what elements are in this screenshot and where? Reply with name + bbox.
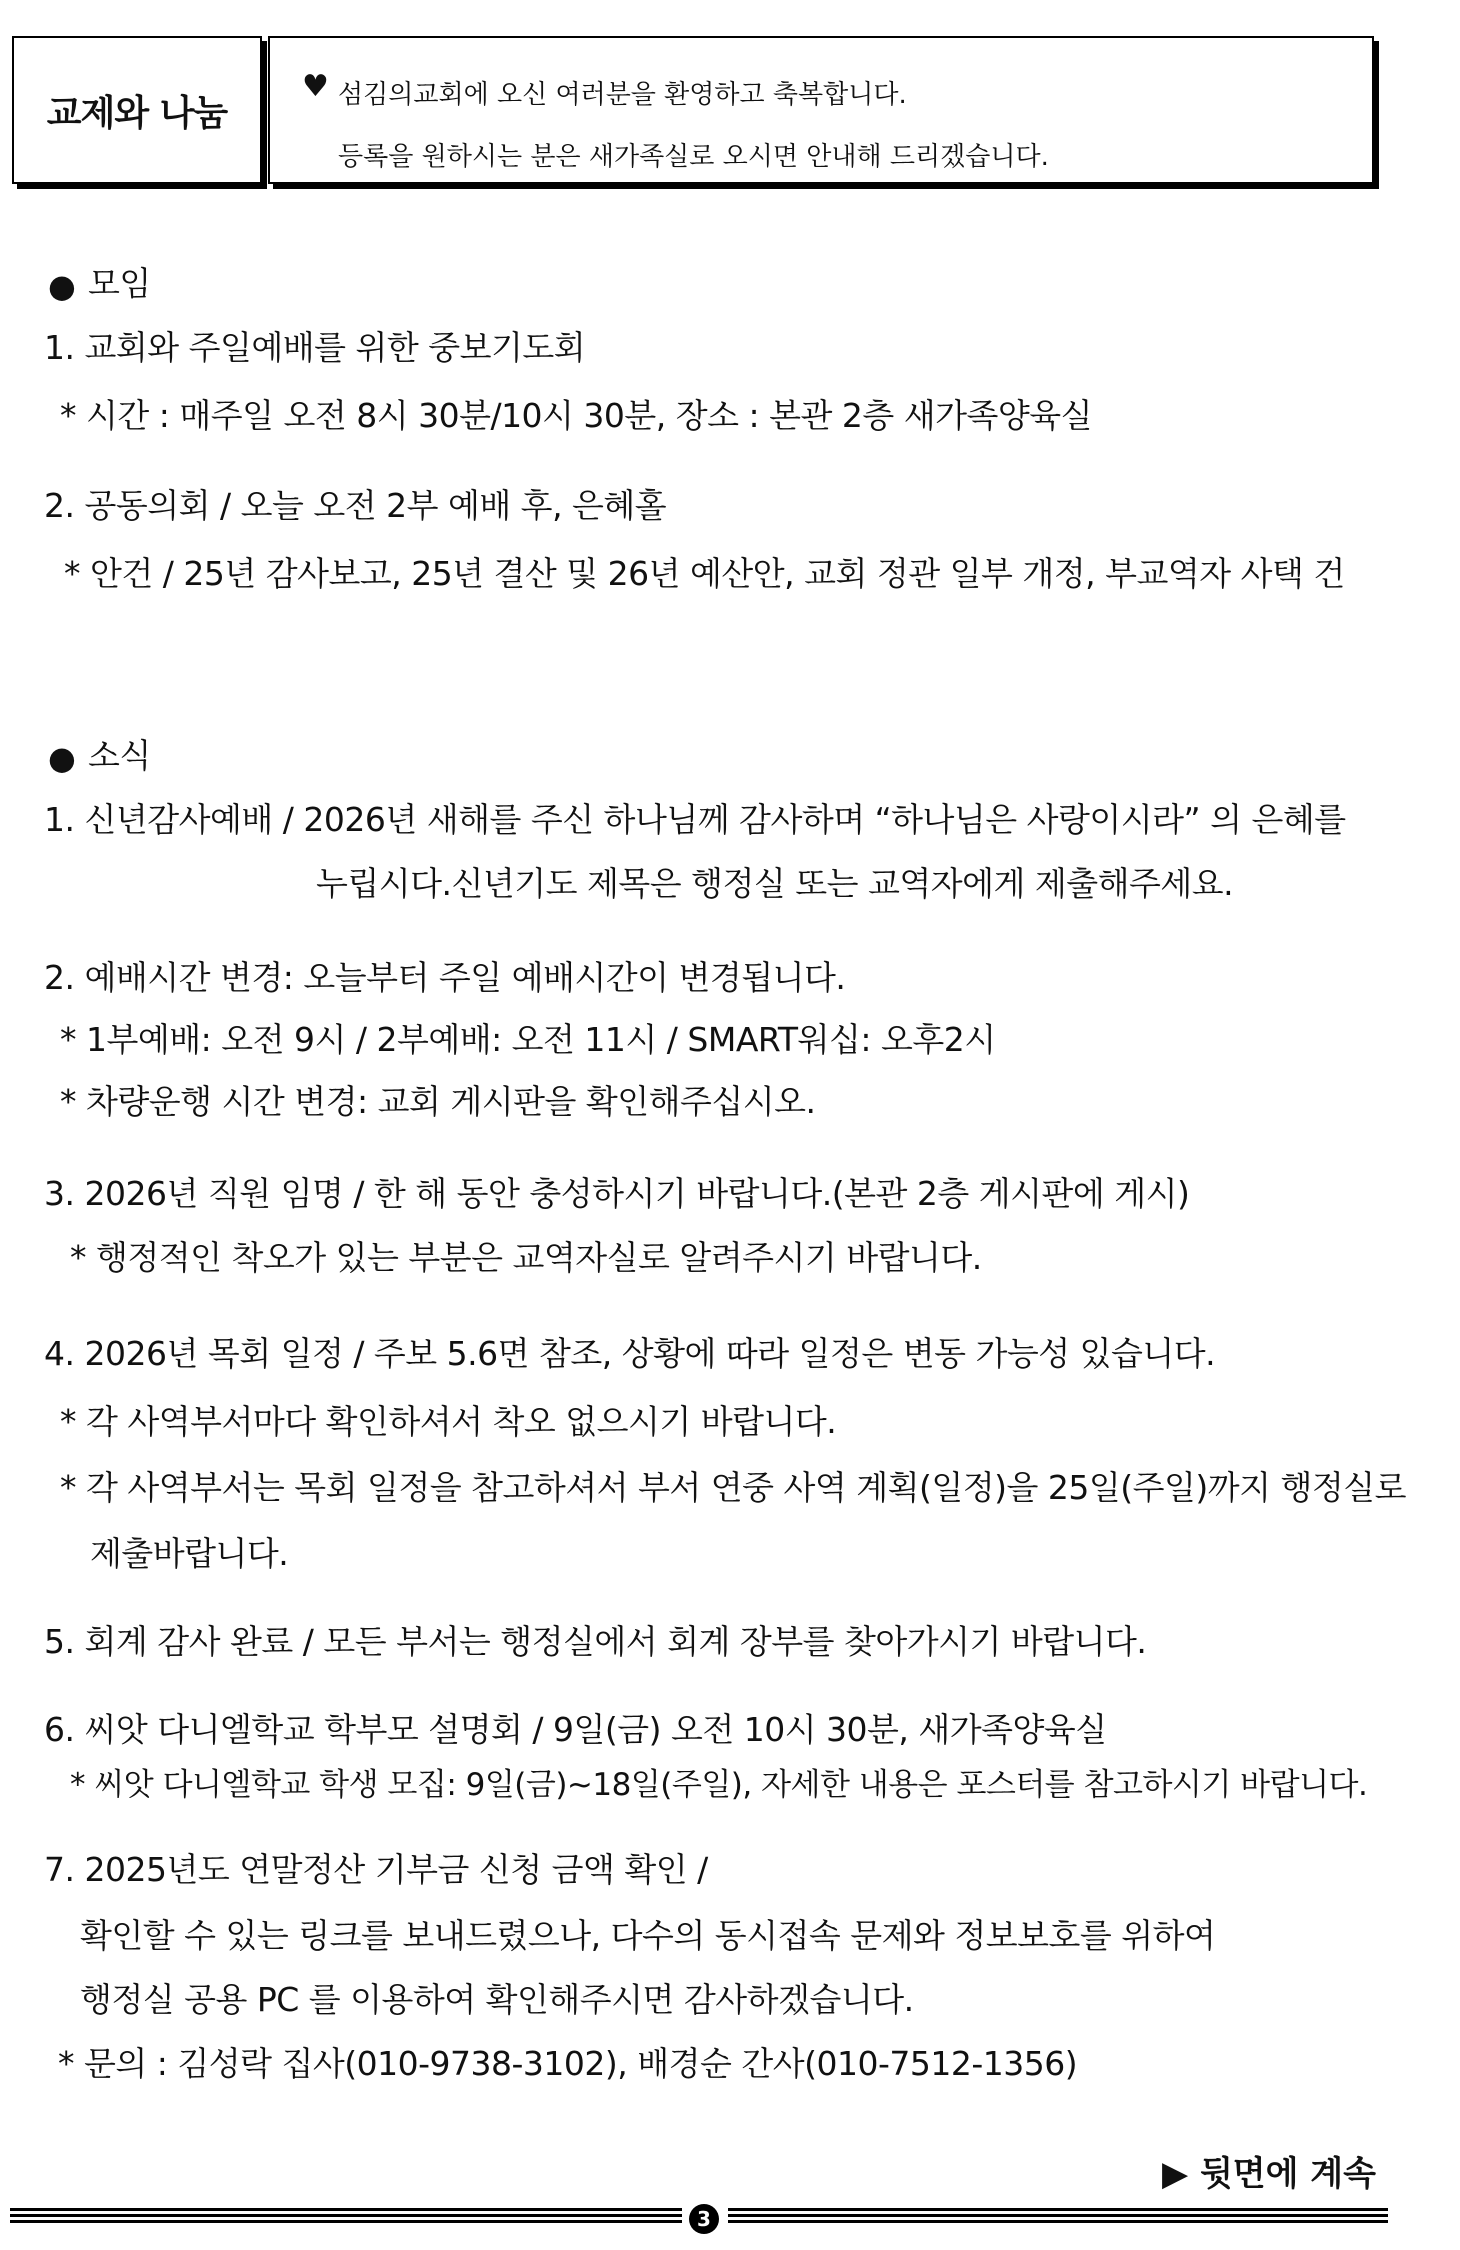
news-item: 3. 2026년 직원 임명 / 한 해 동안 충성하시기 바랍니다.(본관 2층 게시판에 게시)	[44, 1174, 1190, 1213]
news-item: 2. 예배시간 변경: 오늘부터 주일 예배시간이 변경됩니다.	[44, 958, 846, 997]
news-detail: * 문의 : 김성락 집사(010-9738-3102), 배경순 간사(010-7512-1356)	[58, 2044, 1078, 2083]
news-detail: * 각 사역부서는 목회 일정을 참고하셔서 부서 연중 사역 계획(일정)을 25일(주일)까지 행정실로	[60, 1468, 1406, 1507]
section-title: 교제와 나눔	[46, 92, 228, 134]
news-detail: * 1부예배: 오전 9시 / 2부예배: 오전 11시 / SMART워십: 오후2시	[60, 1020, 996, 1059]
meetings-heading: 모임	[88, 264, 151, 303]
page-number-badge	[689, 2204, 719, 2234]
news-item: 4. 2026년 목회 일정 / 주보 5.6면 참조, 상황에 따라 일정은 변동 가능성 있습니다.	[44, 1334, 1216, 1373]
section-title-box	[12, 36, 262, 184]
news-detail-continued: 제출바랍니다.	[90, 1534, 289, 1573]
bullet-icon: ●	[48, 739, 76, 777]
news-detail: * 씨앗 다니엘학교 학생 모집: 9일(금)~18일(주일), 자세한 내용은 포스터를 참고하시기 바랍니다.	[70, 1767, 1368, 1803]
welcome-box	[268, 36, 1374, 184]
welcome-line-1: 섬김의교회에 오신 여러분을 환영하고 축복합니다.	[338, 80, 907, 110]
meeting-detail: * 안건 / 25년 감사보고, 25년 결산 및 26년 예산안, 교회 정관 일부 개정, 부교역자 사택 건	[64, 554, 1345, 593]
news-item-continued: 확인할 수 있는 링크를 보내드렸으나, 다수의 동시접속 문제와 정보보호를 위하여	[80, 1916, 1216, 1955]
news-detail: * 차량운행 시간 변경: 교회 게시판을 확인해주십시오.	[60, 1082, 816, 1121]
news-item: 7. 2025년도 연말정산 기부금 신청 금액 확인 /	[44, 1850, 708, 1889]
bullet-icon: ●	[48, 267, 76, 305]
heart-icon: ♥	[302, 69, 329, 104]
news-item-continued: 행정실 공용 PC 를 이용하여 확인해주시면 감사하겠습니다.	[80, 1980, 914, 2019]
news-item: 6. 씨앗 다니엘학교 학부모 설명회 / 9일(금) 오전 10시 30분, 새가족양육실	[44, 1710, 1107, 1749]
news-heading: 소식	[88, 736, 151, 775]
footer-rule-right	[728, 2208, 1388, 2226]
news-item: 1. 신년감사예배 / 2026년 새해를 주신 하나님께 감사하며 “하나님은 사랑이시라” 의 은혜를	[44, 800, 1346, 839]
meeting-detail: * 시간 : 매주일 오전 8시 30분/10시 30분, 장소 : 본관 2층 새가족양육실	[60, 396, 1093, 435]
meeting-item: 2. 공동의회 / 오늘 오전 2부 예배 후, 은혜홀	[44, 486, 667, 525]
page-number: 3	[697, 2207, 711, 2231]
continue-on-back-label: ▶ 뒷면에 계속	[1161, 2154, 1376, 2194]
footer-rule-left	[10, 2208, 682, 2226]
news-detail: * 행정적인 착오가 있는 부분은 교역자실로 알려주시기 바랍니다.	[70, 1238, 982, 1277]
news-item-continued: 누립시다.신년기도 제목은 행정실 또는 교역자에게 제출해주세요.	[316, 864, 1234, 903]
news-item: 5. 회계 감사 완료 / 모든 부서는 행정실에서 회계 장부를 찾아가시기 바랍니다.	[44, 1622, 1147, 1661]
meeting-item: 1. 교회와 주일예배를 위한 중보기도회	[44, 328, 586, 367]
news-detail: * 각 사역부서마다 확인하셔서 착오 없으시기 바랍니다.	[60, 1402, 837, 1441]
footer-rule	[0, 2200, 1460, 2240]
welcome-line-2: 등록을 원하시는 분은 새가족실로 오시면 안내해 드리겠습니다.	[338, 142, 1049, 172]
